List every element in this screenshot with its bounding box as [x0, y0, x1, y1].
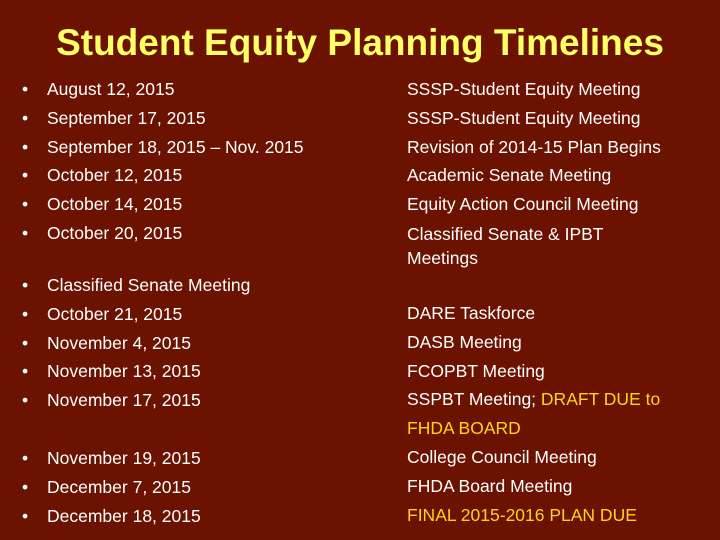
list-item: • October 12, 2015: [22, 161, 392, 190]
list-item: DASB Meeting: [407, 331, 522, 352]
list-item: • December 7, 2015: [22, 473, 392, 502]
list-item: SSPBT Meeting; DRAFT DUE to: [407, 389, 661, 410]
bullet-icon: •: [22, 303, 29, 324]
list-item: FCOPBT Meeting: [407, 360, 545, 381]
bullet-icon: •: [22, 136, 29, 157]
list-item: • December 18, 2015: [22, 502, 392, 531]
left-dates-group-1: [22, 75, 392, 248]
bullet-icon: •: [22, 476, 29, 497]
bullet-icon: •: [22, 448, 29, 468]
list-item: • November 4, 2015: [22, 329, 392, 358]
right-events-group-2: [407, 299, 717, 529]
list-item: • November 19, 2015: [22, 444, 392, 473]
bullet-icon: •: [22, 222, 29, 243]
list-item: • September 17, 2015: [22, 104, 392, 133]
list-item: Revision of 2014-15 Plan Begins: [407, 136, 661, 157]
bullet-icon: •: [22, 275, 29, 295]
list-item: College Council Meeting: [407, 446, 597, 467]
list-item: Equity Action Council Meeting: [407, 194, 639, 215]
list-item: DARE Taskforce: [407, 303, 536, 323]
bullet-icon: •: [22, 194, 29, 215]
list-item: • August 12, 2015: [22, 75, 392, 104]
list-item: FHDA Board Meeting: [407, 475, 573, 496]
bullet-icon: •: [22, 79, 29, 99]
list-item: SSSP-Student Equity Meeting: [407, 79, 641, 99]
left-dates-group-2: [22, 271, 392, 415]
bullet-icon: •: [22, 361, 29, 382]
list-item: Classified Senate & IPBT Meetings: [407, 223, 604, 268]
list-item: • October 14, 2015: [22, 190, 392, 219]
draft-due-highlight-line2: FHDA BOARD: [407, 418, 521, 439]
list-item: • September 18, 2015 – Nov. 2015: [22, 133, 392, 162]
bullet-icon: •: [22, 332, 29, 353]
draft-due-highlight: DRAFT DUE to: [540, 389, 661, 410]
bullet-icon: •: [22, 505, 29, 526]
bullet-icon: •: [22, 107, 29, 128]
list-item: • November 17, 2015: [22, 386, 392, 415]
final-plan-due: FINAL 2015-2016 PLAN DUE: [407, 504, 637, 525]
right-events-group-1: [407, 75, 717, 270]
left-dates-group-3: [22, 444, 392, 530]
list-item: • November 13, 2015: [22, 357, 392, 386]
list-item: • October 20, 2015: [22, 219, 392, 248]
bullet-icon: •: [22, 390, 29, 411]
list-item: Academic Senate Meeting: [407, 165, 612, 186]
list-item: • October 21, 2015: [22, 300, 392, 329]
list-item: • Classified Senate Meeting: [22, 271, 392, 300]
page-title: Student Equity Planning Timelines: [56, 22, 664, 63]
bullet-icon: •: [22, 165, 29, 186]
list-item: SSSP-Student Equity Meeting: [407, 107, 641, 128]
